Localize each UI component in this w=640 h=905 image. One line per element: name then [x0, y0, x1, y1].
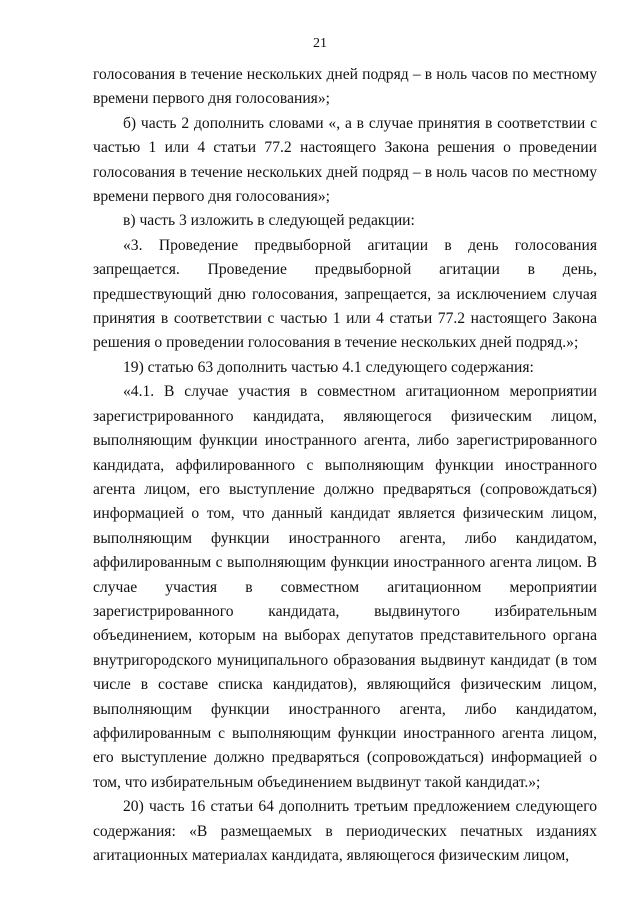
page-number: 21 [313, 36, 327, 51]
paragraph: голосования в течение нескольких дней подряд – в ноль часов по местному времени первого дня голосования»; [93, 66, 597, 108]
paragraph: б) часть 2 дополнить словами «, а в случае принятия в соответствии с частью 1 или 4 статьи 77.2 настоящего Закона решения о проведении голосования в течение нескольких дней подряд – в ноль часов по местному времени первого дня голосования»; [93, 114, 597, 206]
document-body [93, 63, 597, 868]
paragraph: в) часть 3 изложить в следующей редакции: [123, 212, 415, 230]
paragraph: «4.1. В случае участия в совместном агитационном мероприятии зарегистрированного кандидата, являющегося физическим лицом, выполняющим функции иностранного агента, либо зарегистрированного кандидата, аффилированного с выполняющим функции иностранного агента лицом, его выступление должно предваряться (сопровождаться) информацией о том, что данный кандидат является физическим лицом, выполняющим функции иностранного агента, либо кандидатом, аффилированным с выполняющим функции иностранного агента лицом. В случае участия в совместном агитационном мероприятии зарегистрированного кандидата, выдвинутого избирательным объединением, которым на выборах депутатов представительного органа внутригородского муниципального образования выдвинут кандидат (в том числе в составе списка кандидатов), являющийся физическим лицом, выполняющим функции иностранного агента, либо кандидатом, аффилированным с выполняющим функции иностранного агента лицом, его выступление должно предваряться (сопровождаться) информацией о том, что избирательным объединением выдвинут такой кандидат.»; [93, 383, 597, 791]
paragraph: 19) статью 63 дополнить частью 4.1 следующего содержания: [123, 358, 534, 376]
paragraph: 20) часть 16 статьи 64 дополнить третьим предложением следующего содержания: «В размещаемых в периодических печатных изданиях агитационных материалах кандидата, являющегося физическим лицом, [93, 798, 597, 864]
paragraph: «3. Проведение предвыборной агитации в день голосования запрещается. Проведение предвыборной агитации в день, предшествующий дню голосования, запрещается, за исключением случая принятия в соответствии с частью 1 или 4 статьи 77.2 настоящего Закона решения о проведении голосования в течение нескольких дней подряд.»; [93, 236, 597, 352]
